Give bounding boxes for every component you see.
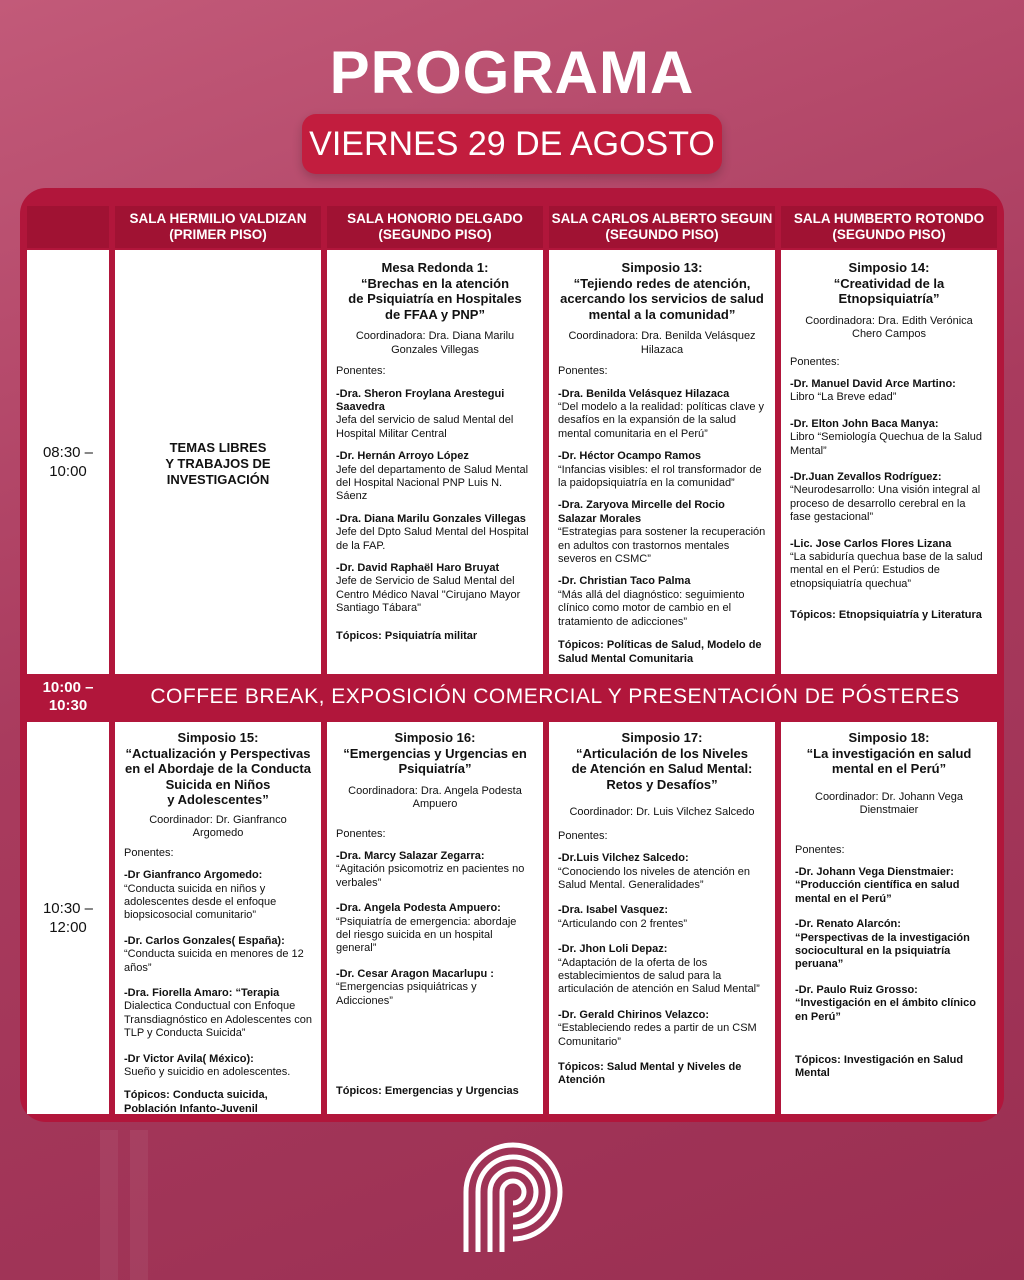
session-topics: Tópicos: Etnopsiquiatría y Literatura	[790, 609, 982, 622]
ponentes-label: Ponentes:	[336, 365, 386, 378]
title-line: “Actualización y Perspectivas	[125, 745, 311, 761]
coordinator	[558, 330, 766, 357]
speaker	[790, 418, 988, 458]
speaker	[790, 866, 988, 906]
title-line: “Creatividad de la	[833, 275, 945, 291]
coordinator	[336, 330, 534, 357]
title-line: Simposio 15:	[177, 730, 259, 745]
session-topics: Tópicos: Investigación en Salud Mental	[795, 1054, 964, 1080]
speaker	[124, 987, 312, 1041]
speaker	[336, 968, 534, 1008]
speaker	[558, 852, 766, 892]
room-name: SALA HUMBERTO ROTONDO	[793, 211, 985, 227]
speaker-desc: “Perspectivas de la investigación sociocultural en la psiquiatría peruana”	[795, 931, 970, 971]
session-topics: Tópicos: Políticas de Salud, Modelo de Salud Mental Comunitaria	[558, 639, 762, 665]
session-line: INVESTIGACIÓN	[166, 472, 270, 488]
ponentes-label: Ponentes:	[124, 846, 174, 859]
speaker-name: -Dra. Benilda Velásquez Hilazaca	[558, 387, 730, 400]
session-line: TEMAS LIBRES	[169, 439, 267, 455]
coord-line: Chero Campos	[852, 328, 926, 341]
session-simposio-16	[327, 722, 543, 1114]
session-title	[790, 260, 988, 307]
room-floor: (SEGUNDO PISO)	[832, 227, 946, 242]
room-name: SALA HERMILIO VALDIZAN	[129, 211, 307, 227]
speaker-desc: “Conducta suicida en niños y adolescentes desde el enfoque biopsicosocial comunitario”	[124, 882, 277, 922]
speaker-desc: “Estrategias para sostener la recuperación en adultos con trastornos mentales severos en CSMC”	[558, 526, 766, 566]
speaker-name: -Dr. Renato Alarcón:	[795, 918, 901, 931]
title-line: Simposio 17:	[621, 730, 703, 745]
coord-line: Hilazaca	[640, 343, 684, 356]
session-temas-libres	[115, 250, 321, 674]
speaker	[336, 513, 534, 553]
speaker	[558, 904, 766, 931]
speaker-desc: “La sabiduría quechua base de la salud mental en el Perú: Estudios de etnopsiquiatría quechua”	[790, 551, 983, 590]
session-simposio-14	[781, 250, 997, 674]
speaker	[124, 935, 312, 975]
room-name: SALA CARLOS ALBERTO SEGUIN	[551, 211, 773, 227]
speaker	[558, 499, 766, 566]
room-floor: (SEGUNDO PISO)	[605, 227, 719, 242]
coordinator	[336, 785, 534, 812]
association-logo-icon	[452, 1134, 574, 1256]
background-decoration	[100, 1130, 118, 1280]
title-line: Simposio 13:	[621, 260, 703, 275]
coordinator	[124, 814, 312, 841]
title-line: mental en el Perú”	[831, 761, 947, 777]
session-topics: Tópicos: Emergencias y Urgencias	[336, 1084, 519, 1097]
speaker-name: -Dr. Gerald Chirinos Velazco:	[558, 1008, 709, 1021]
title-line: de FFAA y PNP”	[385, 306, 485, 322]
title-line: “Emergencias y Urgencias en	[343, 745, 527, 761]
speaker-desc: “Conducta suicida en menores de 12 años”	[124, 948, 304, 974]
speaker-name: -Dr. Jhon Loli Depaz:	[558, 943, 668, 956]
speaker	[558, 388, 766, 442]
speaker	[790, 471, 988, 525]
title-line: “Articulación de los Niveles	[576, 745, 748, 761]
title-line: y Adolescentes”	[167, 792, 269, 808]
coord-line: Coordinador: Dr. Luis Vilchez Salcedo	[569, 806, 755, 819]
background-decoration	[130, 1130, 148, 1280]
ponentes-label: Ponentes:	[795, 843, 845, 856]
time-end: 12:00	[49, 919, 87, 936]
title-line: de Atención en Salud Mental:	[571, 761, 753, 777]
title-line: acercando los servicios de salud	[560, 291, 764, 307]
session-title	[790, 730, 988, 777]
session-title	[336, 730, 534, 777]
time-end: 10:00	[49, 463, 87, 480]
title-line: “La investigación en salud	[806, 745, 972, 761]
coordinator	[790, 315, 988, 342]
speaker-desc: “Adaptación de la oferta de los establecimientos de salud para la articulación de atención en Salud Mental”	[558, 956, 760, 996]
title-line: “Tejiendo redes de atención,	[573, 275, 751, 291]
speaker-desc: “Estableciendo redes a partir de un CSM Comunitario”	[558, 1022, 757, 1048]
time-end: 10:30	[48, 697, 88, 714]
room-header-2	[327, 206, 543, 248]
ponentes-label: Ponentes:	[336, 827, 386, 840]
speaker	[336, 388, 534, 442]
speaker-name: -Dr.Luis Vilchez Salcedo:	[558, 852, 689, 865]
speaker-desc: Sueño y suicidio en adolescentes.	[124, 1066, 291, 1079]
speaker-name: -Dr. Elton John Baca Manya:	[790, 417, 939, 430]
session-simposio-17	[549, 722, 775, 1114]
header-corner	[27, 206, 109, 248]
speaker	[790, 984, 988, 1024]
session-title	[124, 730, 312, 808]
date-badge: VIERNES 29 DE AGOSTO	[302, 114, 722, 174]
speaker	[790, 538, 988, 592]
speaker-name: -Dr. Cesar Aragon Macarlupu :	[336, 967, 494, 980]
session-topics: Tópicos: Salud Mental y Niveles de Atención	[558, 1061, 742, 1087]
coord-line: Dienstmaier	[859, 804, 919, 817]
speaker-desc: “Del modelo a la realidad: políticas clave y desafíos en la expansión de la salud mental comunitaria en el Perú”	[558, 401, 765, 440]
coordinator	[558, 806, 766, 819]
speaker	[124, 1053, 312, 1080]
speaker-desc: Jefe del Dpto Salud Mental del Hospital de la FAP.	[336, 526, 529, 552]
speaker	[336, 902, 534, 956]
session-simposio-15	[115, 722, 321, 1114]
speaker-desc: “Emergencias psiquiátricas y Adicciones”	[336, 981, 477, 1007]
speaker-name: -Dr. Johann Vega Dienstmaier:	[795, 866, 954, 878]
speaker-desc: “Articulando con 2 frentes”	[558, 917, 688, 930]
speaker-name: -Dr. Hernán Arroyo López	[336, 450, 469, 463]
time-slot-1	[27, 250, 109, 674]
speaker-name: -Dr. David Raphaël Haro Bruyat	[336, 562, 500, 575]
speaker-name: -Dr. Carlos Gonzales( España):	[124, 934, 285, 947]
speaker-desc: “Conociendo los niveles de atención en Salud Mental. Generalidades”	[558, 865, 751, 891]
speaker-name: -Dr. Christian Taco Palma	[558, 575, 691, 588]
coord-line: Coordinador: Dr. Gianfranco	[149, 813, 287, 826]
title-line: Retos y Desafíos”	[606, 776, 718, 792]
speaker-name: -Dr Victor Avila( México):	[124, 1052, 254, 1065]
coord-line: Coordinadora: Dra. Diana Marilu	[355, 330, 515, 343]
coordinator	[790, 791, 988, 818]
speaker-name: -Dr. Héctor Ocampo Ramos	[558, 450, 702, 463]
speaker-desc: “Producción científica en salud mental en el Perú”	[795, 879, 960, 905]
title-line: “Brechas en la atención	[360, 275, 510, 291]
coord-line: Coordinadora: Dra. Angela Podesta	[348, 784, 522, 797]
speaker-desc: Libro “Semiología Quechua de la Salud Mental”	[790, 431, 983, 457]
time-start: 10:30 –	[42, 899, 94, 917]
ponentes-label: Ponentes:	[790, 355, 840, 368]
title-line: Etnopsiquiatría”	[838, 291, 940, 307]
session-title	[558, 730, 766, 792]
speaker	[558, 575, 766, 629]
coord-line: Argomedo	[192, 827, 244, 840]
speaker-name: -Dra. Marcy Salazar Zegarra:	[336, 850, 485, 862]
speaker-name: -Dr. Paulo Ruiz Grosso:	[795, 983, 918, 996]
coord-line: Coordinadora: Dra. Edith Verónica	[805, 314, 973, 327]
title-line: en el Abordaje de la Conducta	[125, 761, 311, 777]
speaker-name: -Dr.Juan Zevallos Rodríguez:	[790, 471, 942, 484]
speaker-name: -Lic. Jose Carlos Flores Lizana	[790, 537, 952, 550]
session-topics: Tópicos: Conducta suicida, Población Infanto-Juvenil	[124, 1089, 268, 1114]
speaker-name: -Dra. Isabel Vasquez:	[558, 904, 669, 917]
title-line: Suicida en Niños	[165, 776, 271, 792]
coffee-break-banner: COFFEE BREAK, EXPOSICIÓN COMERCIAL Y PRESENTACIÓN DE PÓSTERES	[150, 685, 960, 708]
speaker-name: -Dr Gianfranco Argomedo:	[124, 869, 263, 882]
speaker-desc: Dialectica Conductual con Enfoque Transdiagnóstico en Adolescentes con TLP y Conducta Suicida”	[124, 1000, 312, 1040]
speaker	[558, 1009, 766, 1049]
speaker-name: -Dra. Fiorella Amaro: “Terapia	[124, 987, 280, 1000]
room-header-3	[549, 206, 775, 248]
schedule-table	[20, 188, 1004, 1122]
title-line: Psiquiatría”	[398, 761, 472, 777]
coord-line: Coordinador: Dr. Johann Vega	[815, 790, 963, 803]
session-mesa-redonda-1	[327, 250, 543, 674]
coord-line: Ampuero	[412, 798, 458, 811]
speaker	[336, 562, 534, 616]
speaker-name: -Dra. Sheron Froylana Arestegui Saavedra	[336, 387, 505, 413]
speaker-desc: “Neurodesarrollo: Una visión integral al proceso de desarrollo cerebral en la fase gestacional”	[790, 484, 981, 524]
speaker-desc: Libro “La Breve edad”	[790, 391, 897, 404]
session-title	[558, 260, 766, 322]
speaker-desc: Jefe del departamento de Salud Mental del Hospital Nacional PNP Luis N. Sáenz	[336, 463, 529, 503]
speaker-name: -Dra. Diana Marilu Gonzales Villegas	[336, 512, 526, 525]
session-simposio-13	[549, 250, 775, 674]
speaker	[790, 378, 988, 405]
room-name: SALA HONORIO DELGADO	[347, 211, 523, 227]
title-line: Simposio 14:	[848, 260, 930, 275]
speaker-desc: “Agitación psicomotriz en pacientes no verbales”	[336, 863, 525, 889]
speaker-desc: Jefa del servicio de salud Mental del Hospital Militar Central	[336, 414, 514, 440]
speaker	[790, 918, 988, 972]
session-line: Y TRABAJOS DE	[165, 455, 271, 471]
ponentes-label: Ponentes:	[558, 829, 608, 842]
break-time	[27, 674, 109, 720]
speaker-name: -Dr. Manuel David Arce Martino:	[790, 378, 956, 390]
title-line: Mesa Redonda 1:	[381, 260, 489, 275]
time-start: 08:30 –	[42, 443, 94, 461]
room-header-4	[781, 206, 997, 248]
title-line: de Psiquiatría en Hospitales	[348, 291, 522, 307]
speaker-name: -Dra. Angela Podesta Ampuero:	[336, 902, 501, 915]
speaker	[558, 943, 766, 997]
room-floor: (PRIMER PISO)	[169, 227, 267, 242]
title-line: Simposio 18:	[848, 730, 930, 745]
speaker-desc: “Más allá del diagnóstico: seguimiento clínico como motor de cambio en el tratamiento de adicciones”	[558, 588, 745, 628]
room-header-1	[115, 206, 321, 248]
session-title	[336, 260, 534, 322]
speaker-desc: “Psiquiatría de emergencia: abordaje del riesgo suicida en un hospital general”	[336, 915, 517, 955]
session-simposio-18	[781, 722, 997, 1114]
coord-line: Coordinadora: Dra. Benilda Velásquez	[568, 330, 756, 343]
speaker	[336, 850, 534, 890]
time-start: 10:00 –	[42, 679, 94, 696]
speaker	[336, 450, 534, 504]
time-slot-2	[27, 722, 109, 1114]
speaker-name: -Dra. Zaryova Mircelle del Rocio Salazar Morales	[558, 499, 725, 525]
title-line: Simposio 16:	[394, 730, 476, 745]
speaker-desc: “Infancias visibles: el rol transformador de la paidopsiquiatría en la comunidad”	[558, 463, 762, 490]
coord-line: Gonzales Villegas	[391, 343, 479, 356]
speaker	[558, 450, 766, 490]
speaker-desc: “Investigación en el ámbito clínico en Perú”	[795, 997, 976, 1023]
speaker	[124, 869, 312, 923]
ponentes-label: Ponentes:	[558, 365, 608, 378]
page-title: PROGRAMA	[329, 39, 695, 106]
speaker-desc: Jefe de Servicio de Salud Mental del Centro Médico Naval "Cirujano Mayor Santiago Tábara"	[336, 575, 521, 615]
session-topics: Tópicos: Psiquiatría militar	[336, 629, 478, 642]
title-line: mental a la comunidad”	[588, 306, 736, 322]
room-floor: (SEGUNDO PISO)	[378, 227, 492, 242]
